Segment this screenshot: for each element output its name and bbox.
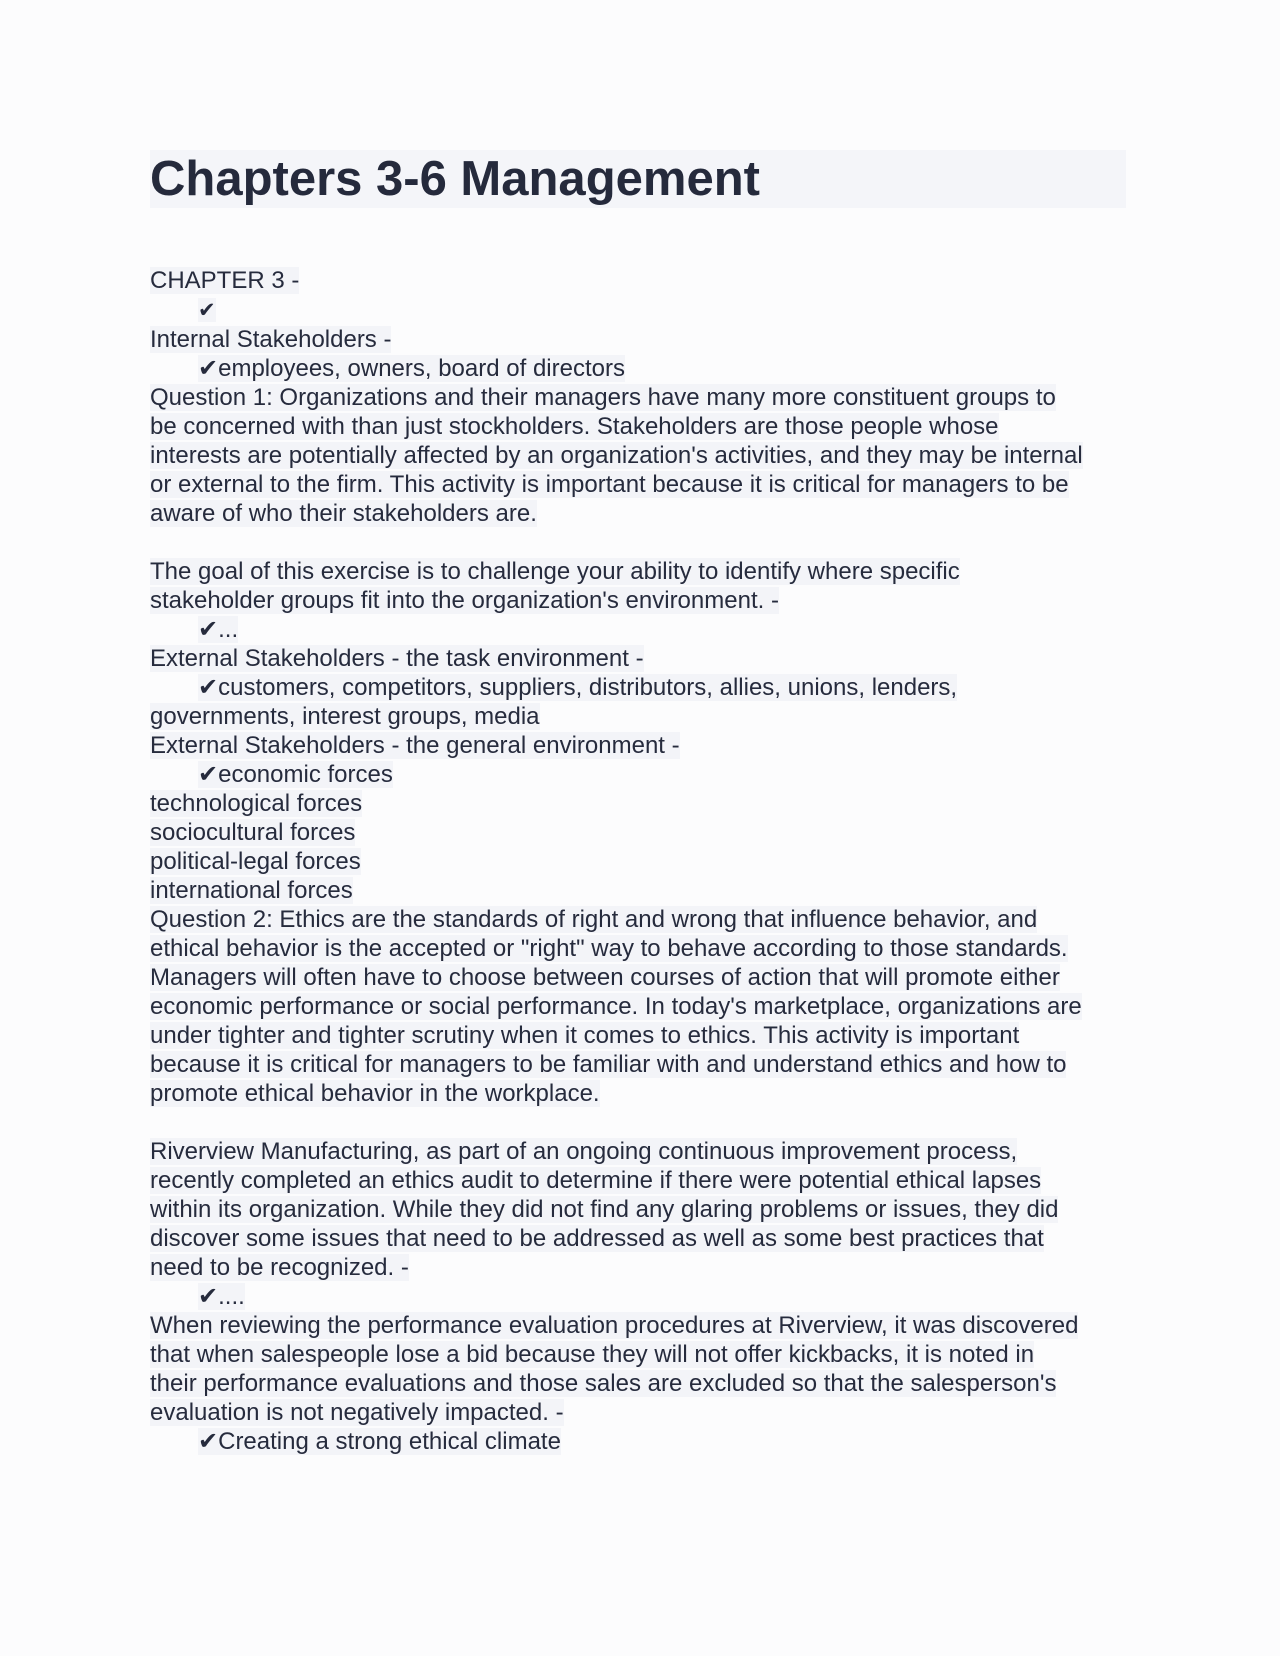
term-line: External Stakeholders - the task environment - xyxy=(150,645,644,672)
question-text-line: stakeholder groups fit into the organization's environment. - xyxy=(150,587,779,614)
question-text-line: recently completed an ethics audit to determine if there were potential ethical lapses xyxy=(150,1167,1042,1194)
question-text-line: or external to the firm. This activity is important because it is critical for managers to be xyxy=(150,471,1069,498)
question-text-line: that when salespeople lose a bid because they will not offer kickbacks, it is noted in xyxy=(150,1341,1035,1368)
answer-line: ✔customers, competitors, suppliers, distributors, allies, unions, lenders, xyxy=(198,674,958,701)
question-text-line: promote ethical behavior in the workplace. xyxy=(150,1080,600,1107)
question-text-line: be concerned with than just stockholders. Stakeholders are those people whose xyxy=(150,413,999,440)
title-block xyxy=(150,150,1126,208)
answer-line: ✔economic forces xyxy=(198,761,393,788)
answer-line: ✔... xyxy=(198,616,239,643)
question-text-line: evaluation is not negatively impacted. - xyxy=(150,1399,564,1426)
answer-line: sociocultural forces xyxy=(150,819,356,846)
answer-line: ✔Creating a strong ethical climate xyxy=(198,1428,561,1455)
question-text-line: When reviewing the performance evaluation procedures at Riverview, it was discovered xyxy=(150,1312,1079,1339)
question-text-line: Riverview Manufacturing, as part of an ongoing continuous improvement process, xyxy=(150,1138,1018,1165)
answer-line: political-legal forces xyxy=(150,848,361,875)
question-text-line: Question 1: Organizations and their managers have many more constituent groups to xyxy=(150,384,1056,411)
question-text-line: need to be recognized. - xyxy=(150,1254,409,1281)
term-line: Internal Stakeholders - xyxy=(150,326,392,353)
document-page xyxy=(150,150,1130,1456)
chapter-heading: CHAPTER 3 - xyxy=(150,267,300,294)
question-text-line: ethical behavior is the accepted or "right" way to behave according to those standards. xyxy=(150,935,1068,962)
answer-line: international forces xyxy=(150,877,353,904)
question-text-line: economic performance or social performance. In today's marketplace, organizations are xyxy=(150,993,1082,1020)
answer-line: ✔ xyxy=(198,298,216,322)
answer-line: ✔.... xyxy=(198,1283,245,1310)
question-text-line: their performance evaluations and those sales are excluded so that the salesperson's xyxy=(150,1370,1057,1397)
answer-line: ✔employees, owners, board of directors xyxy=(198,355,625,382)
question-text-line: aware of who their stakeholders are. xyxy=(150,500,537,527)
question-text-line: The goal of this exercise is to challenge your ability to identify where specific xyxy=(150,558,960,585)
document-body xyxy=(150,266,1130,1456)
document-title: Chapters 3-6 Management xyxy=(150,152,760,206)
paragraph-gap xyxy=(150,1108,1130,1137)
answer-line: technological forces xyxy=(150,790,363,817)
answer-line: governments, interest groups, media xyxy=(150,703,540,730)
question-text-line: within its organization. While they did not find any glaring problems or issues, they did xyxy=(150,1196,1059,1223)
question-text-line: because it is critical for managers to be familiar with and understand ethics and how to xyxy=(150,1051,1067,1078)
question-text-line: interests are potentially affected by an organization's activities, and they may be internal xyxy=(150,442,1083,469)
question-text-line: under tighter and tighter scrutiny when it comes to ethics. This activity is important xyxy=(150,1022,1020,1049)
question-text-line: discover some issues that need to be addressed as well as some best practices that xyxy=(150,1225,1044,1252)
paragraph-gap xyxy=(150,528,1130,557)
term-line: External Stakeholders - the general environment - xyxy=(150,732,680,759)
question-text-line: Managers will often have to choose between courses of action that will promote either xyxy=(150,964,1060,991)
question-text-line: Question 2: Ethics are the standards of right and wrong that influence behavior, and xyxy=(150,906,1038,933)
